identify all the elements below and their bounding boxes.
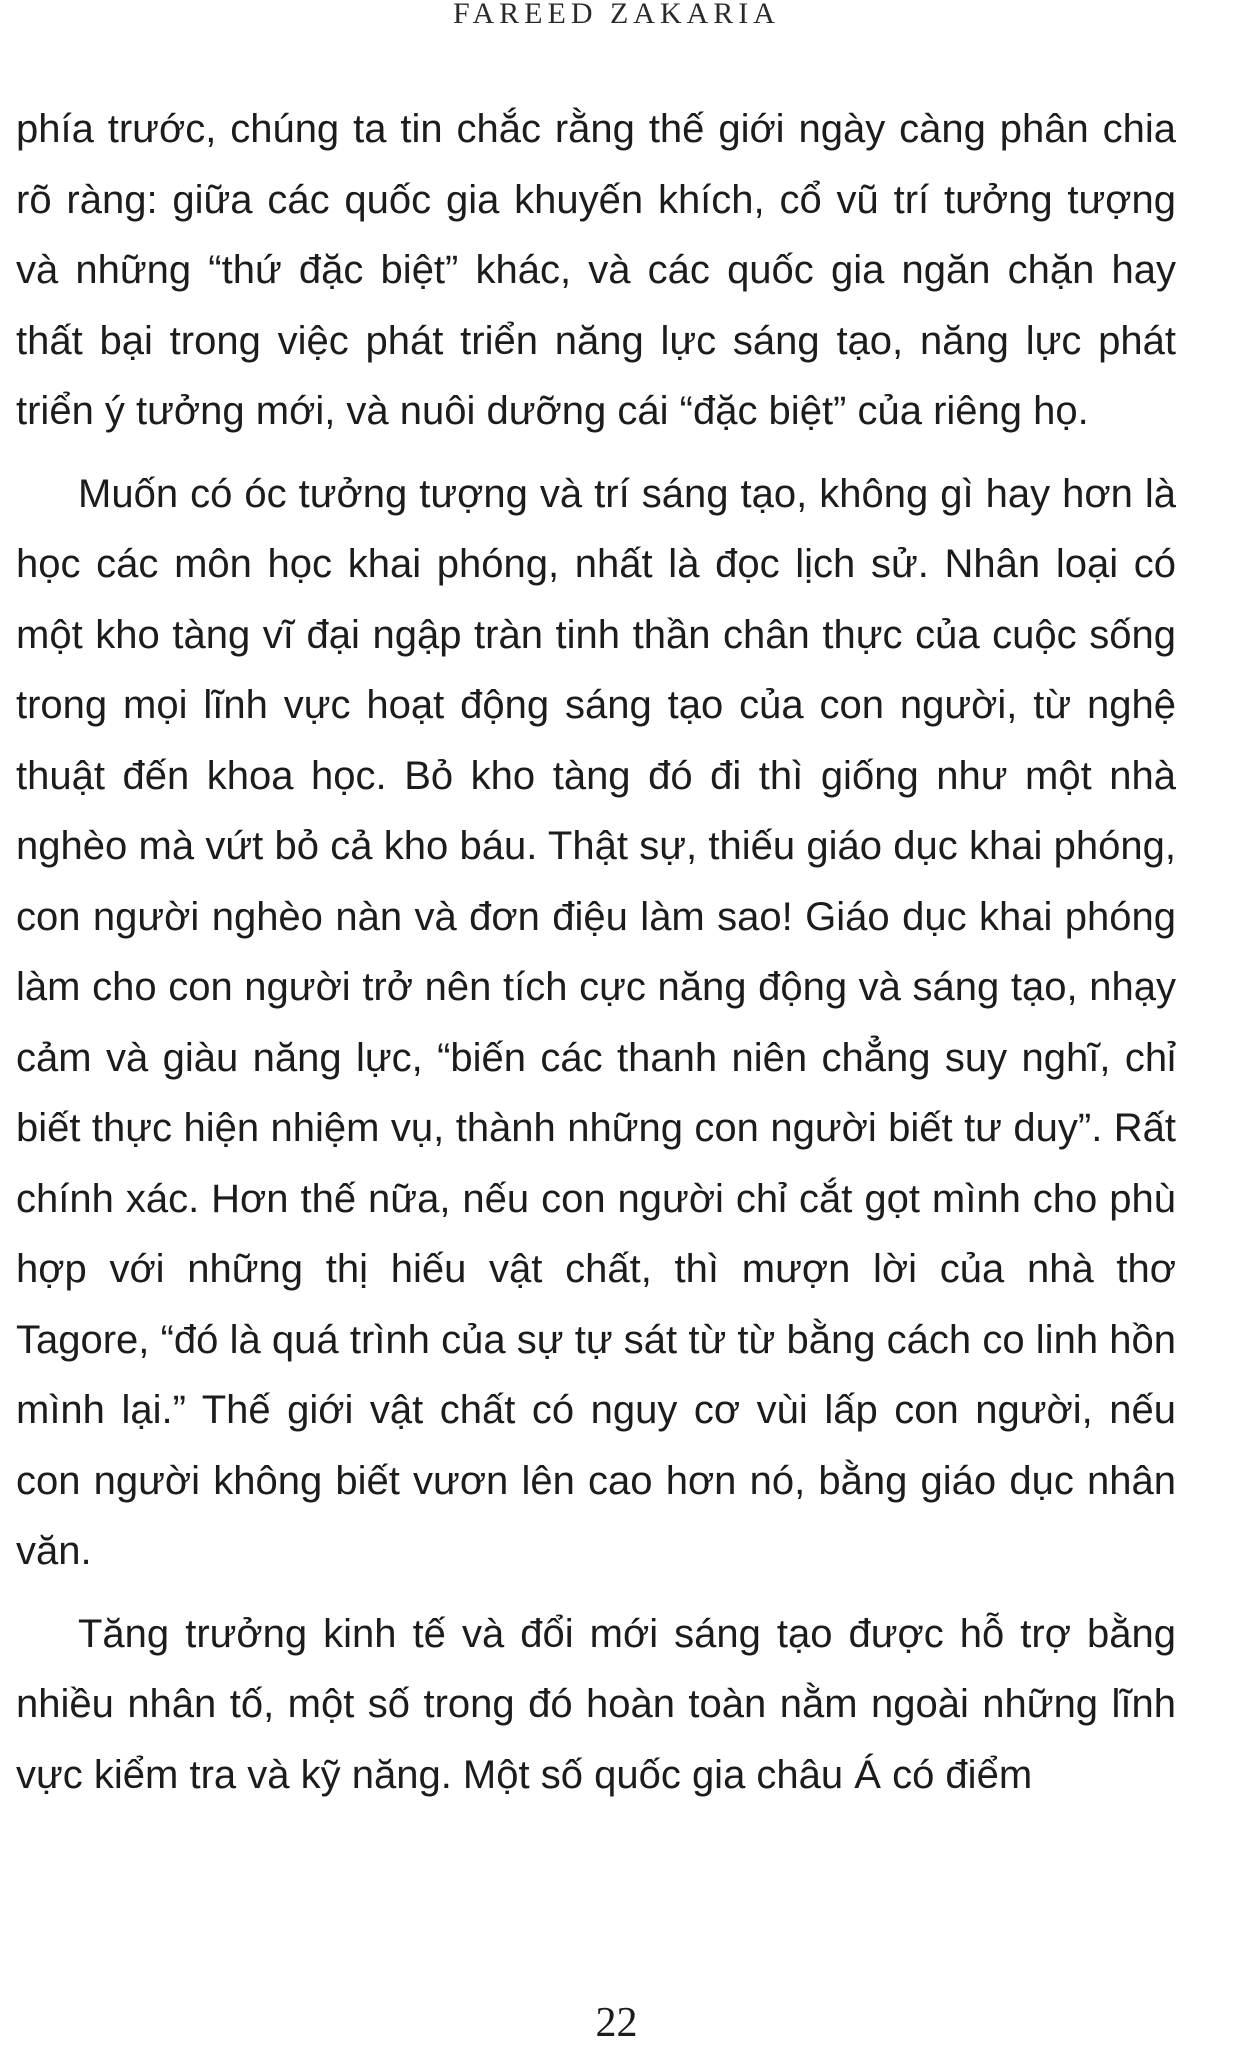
paragraph-economic-growth: Tăng trưởng kinh tế và đổi mới sáng tạo được hỗ trợ bằng nhiều nhân tố, một số trong đó hoàn toàn nằm ngoài những lĩnh vực kiểm tra và kỹ năng. Một số quốc gia châu Á có điểm [16,1611,1176,1797]
running-header: FAREED ZAKARIA [453,0,780,30]
paragraph-continued: phía trước, chúng ta tin chắc rằng thế giới ngày càng phân chia rõ ràng: giữa các quốc gia khuyến khích, cổ vũ trí tưởng tượng và những “thứ đặc biệt” khác, và các quốc gia ngăn chặn hay thất bại trong việc phát triển năng lực sáng tạo, năng lực phát triển ý tưởng mới, và nuôi dưỡng cái “đặc biệt” của riêng họ. [16,107,1176,433]
page-number: 22 [595,2000,638,2046]
paragraph-liberal-education: Muốn có óc tưởng tượng và trí sáng tạo, không gì hay hơn là học các môn học khai phóng, nhất là đọc lịch sử. Nhân loại có một kho tàng vĩ đại ngập tràn tinh thần chân thực của cuộc sống trong mọi lĩnh vực hoạt động sáng tạo của con người, từ nghệ thuật đến khoa học. Bỏ kho tàng đó đi thì giống như một nhà nghèo mà vứt bỏ cả kho báu. Thật sự, thiếu giáo dục khai phóng, con người nghèo nàn và đơn điệu làm sao! Giáo dục khai phóng làm cho con người trở nên tích cực năng động và sáng tạo, nhạy cảm và giàu năng lực, “biến các thanh niên chẳng suy nghĩ, chỉ biết thực hiện nhiệm vụ, thành những con người biết tư duy”. Rất chính xác. Hơn thế nữa, nếu con người chỉ cắt gọt mình cho phù hợp với những thị hiếu vật chất, thì mượn lời của nhà thơ Tagore, “đó là quá trình của sự tự sát từ từ bằng cách co linh hồn mình lại.” Thế giới vật chất có nguy cơ vùi lấp con người, nếu con người không biết vươn lên cao hơn nó, bằng giáo dục nhân văn. [16,471,1176,1573]
body-text [16,94,1176,1810]
